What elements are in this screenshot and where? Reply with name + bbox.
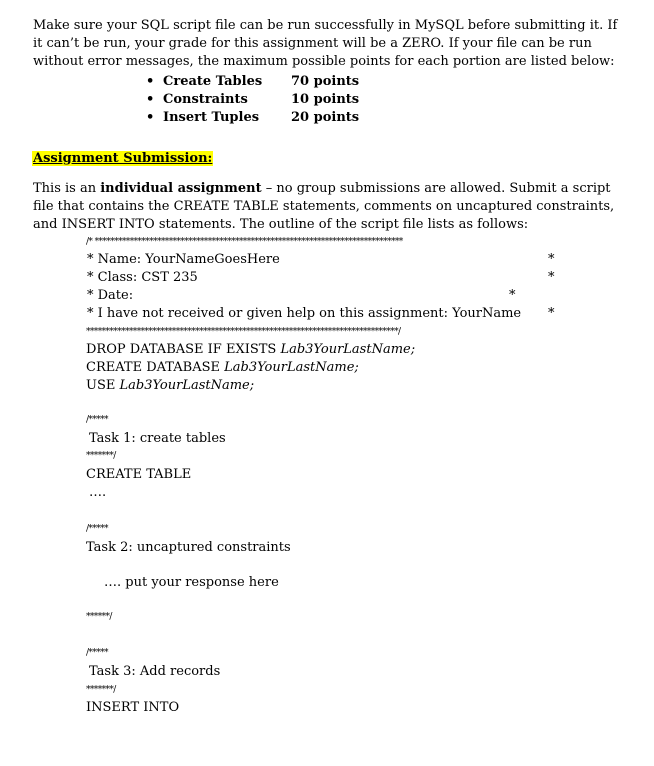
submission-paragraph <box>33 180 615 234</box>
submission-heading <box>32 150 213 168</box>
intro-line: Make sure your SQL script file can be run successfully in MySQL before submitting it. If <box>33 18 618 33</box>
comment-border-bottom: ********************************************************************************/ <box>86 327 401 337</box>
points-item-value: 20 points <box>291 110 360 125</box>
submission-line <box>33 180 611 198</box>
submission-heading-text: Assignment Submission: <box>33 151 213 166</box>
task1-ellipsis: …. <box>89 485 107 500</box>
bullet-icon: • <box>146 110 155 125</box>
submission-text: This is an <box>33 181 101 196</box>
task1-title: Task 1: create tables <box>89 431 226 446</box>
create-database-statement <box>86 359 359 377</box>
task2-comment-open: /***** <box>86 524 108 534</box>
task2-comment-close: ******/ <box>86 612 112 622</box>
class-line: * Class: CST 235 <box>87 270 198 285</box>
task3-comment-close: *******/ <box>86 685 116 695</box>
points-item-name: Create Tables <box>163 74 263 89</box>
comment-edge-star: * <box>509 288 516 303</box>
task3-title: Task 3: Add records <box>89 664 221 679</box>
intro-line: it can’t be run, your grade for this assignment will be a ZERO. If your file can be run <box>33 36 592 51</box>
points-item-name: Insert Tuples <box>163 110 260 125</box>
task2-response-placeholder: …. put your response here <box>104 575 279 590</box>
comment-edge-star: * <box>548 270 555 285</box>
individual-assignment-emphasis: individual assignment <box>100 181 262 196</box>
use-statement <box>86 377 254 395</box>
create-database-keyword: CREATE DATABASE <box>86 360 225 375</box>
bullet-icon: • <box>146 92 155 107</box>
intro-line: without error messages, the maximum possible points for each portion are listed below: <box>33 54 615 69</box>
task3-comment-open: /***** <box>86 648 108 658</box>
drop-database-keyword: DROP DATABASE IF EXISTS <box>86 342 281 357</box>
drop-database-statement <box>86 341 415 359</box>
comment-border-top: /* ******************************************************************************* <box>86 237 403 247</box>
submission-text: – no group submissions are allowed. Submit a script <box>261 181 611 196</box>
date-line: * Date: <box>87 288 134 303</box>
insert-into-statement: INSERT INTO <box>86 700 180 715</box>
comment-edge-star: * <box>548 252 555 267</box>
points-item-value: 70 points <box>291 74 360 89</box>
honor-line: * I have not received or given help on this assignment: YourName <box>87 306 522 321</box>
task2-title: Task 2: uncaptured constraints <box>86 540 291 555</box>
submission-line: file that contains the CREATE TABLE statements, comments on uncaptured constraints, <box>33 199 615 214</box>
bullet-icon: • <box>146 74 155 89</box>
intro-paragraph <box>33 17 618 71</box>
submission-line: and INSERT INTO statements. The outline of the script file lists as follows: <box>33 217 529 232</box>
comment-edge-star: * <box>548 306 555 321</box>
database-name: Lab3YourLastName; <box>224 360 359 375</box>
points-item-name: Constraints <box>163 92 248 107</box>
name-line: * Name: YourNameGoesHere <box>87 252 280 267</box>
use-keyword: USE <box>86 378 120 393</box>
create-table-statement: CREATE TABLE <box>86 467 192 482</box>
database-name: Lab3YourLastName; <box>119 378 255 393</box>
task1-comment-open: /***** <box>86 415 108 425</box>
task1-comment-close: *******/ <box>86 451 116 461</box>
points-item-value: 10 points <box>291 92 360 107</box>
database-name: Lab3YourLastName; <box>280 342 416 357</box>
